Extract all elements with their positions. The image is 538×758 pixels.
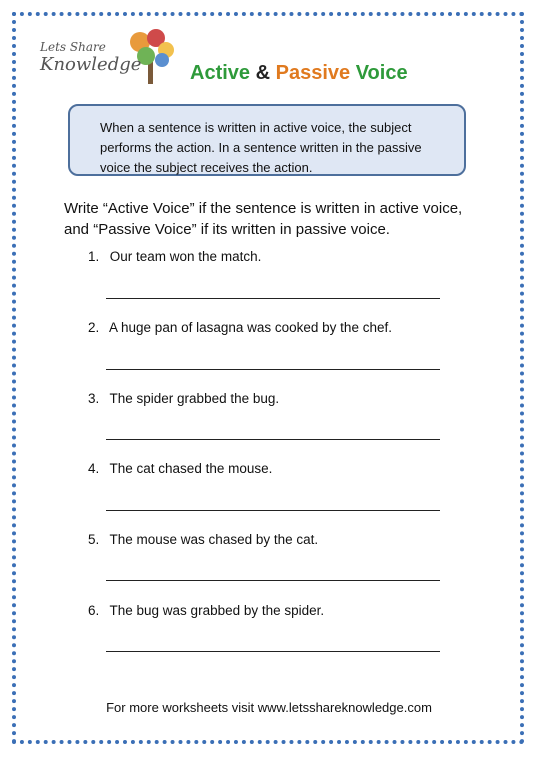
logo-text-line1: Lets Share	[40, 40, 106, 54]
question-text: The spider grabbed the bug.	[109, 391, 280, 406]
question-text: Our team won the match.	[109, 249, 262, 264]
page-title	[190, 62, 408, 85]
footer-link-text: For more worksheets visit www.letsshareknowledge.com	[106, 700, 432, 715]
title-ampersand: &	[255, 62, 271, 84]
question-number: 3.	[88, 391, 100, 406]
question-text: The mouse was chased by the cat.	[109, 532, 319, 547]
question-number: 2.	[88, 320, 100, 335]
question-text: The bug was grabbed by the spider.	[109, 603, 325, 618]
question-4	[88, 461, 468, 476]
question-6	[88, 603, 468, 618]
question-number: 4.	[88, 461, 100, 476]
title-word-voice: Voice	[355, 62, 408, 84]
question-number: 5.	[88, 532, 100, 547]
answer-line-4[interactable]	[106, 510, 440, 511]
question-5	[88, 532, 468, 547]
question-2	[88, 320, 468, 335]
answer-line-2[interactable]	[106, 369, 440, 370]
question-text: A huge pan of lasagna was cooked by the chef.	[109, 320, 392, 335]
title-word-active: Active	[190, 62, 251, 84]
logo-text-line2: Knowledge	[40, 54, 142, 75]
title-word-passive: Passive	[275, 62, 351, 84]
question-1	[88, 249, 468, 264]
logo	[36, 26, 176, 96]
answer-line-1[interactable]	[106, 298, 440, 299]
instructions: Write “Active Voice” if the sentence is written in active voice, and “Passive Voice” if its written in passive voice.	[64, 200, 463, 238]
question-text: The cat chased the mouse.	[109, 461, 273, 476]
answer-line-3[interactable]	[106, 439, 440, 440]
answer-line-5[interactable]	[106, 580, 440, 581]
question-number: 1.	[88, 249, 100, 264]
answer-line-6[interactable]	[106, 651, 440, 652]
question-number: 6.	[88, 603, 100, 618]
question-3	[88, 391, 468, 406]
definition-box: When a sentence is written in active voice, the subject performs the action. In a sentence written in the passive voice the subject receives the action.	[68, 104, 466, 176]
